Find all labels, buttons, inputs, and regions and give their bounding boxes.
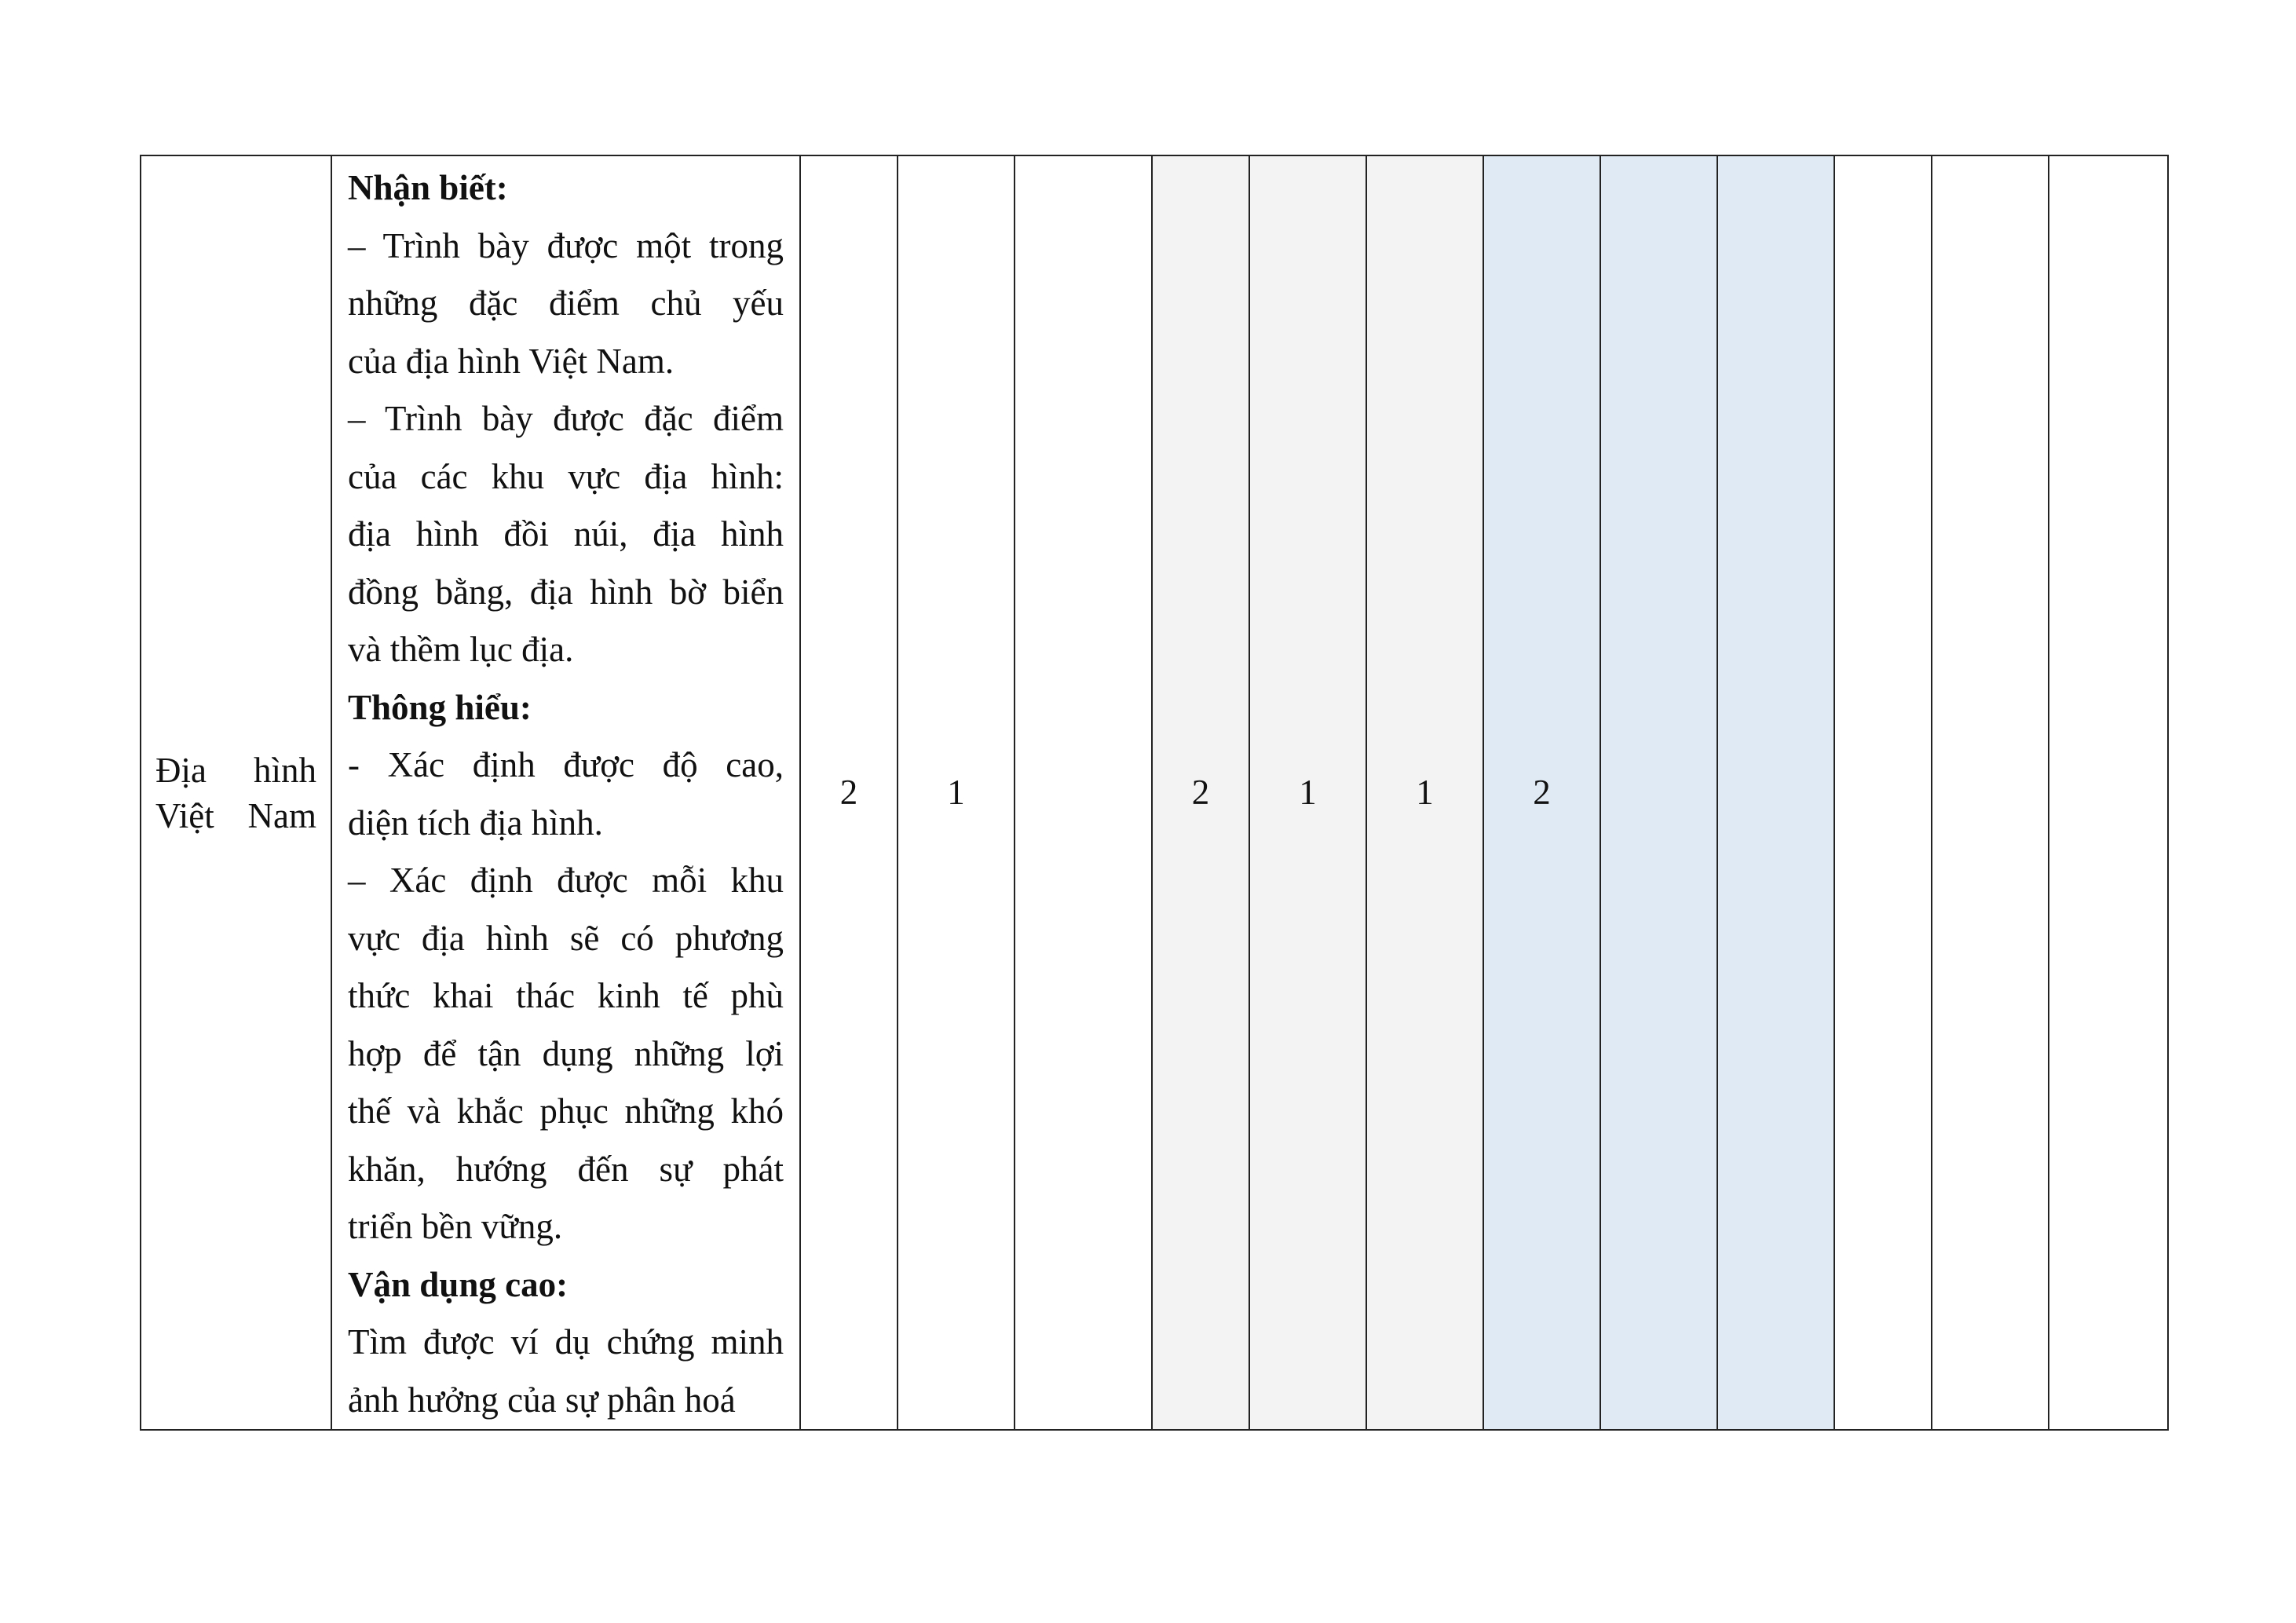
content-line: đồng bằng, địa hình bờ biển (348, 572, 784, 612)
document-page (140, 155, 2167, 1427)
count-cell: 2 (800, 155, 898, 1430)
count-cell: 1 (898, 155, 1015, 1430)
count-cell: 1 (1249, 155, 1366, 1430)
topic-cell: Địa hình Việt Nam (141, 155, 331, 1430)
content-line: triển bền vững. (348, 1207, 563, 1246)
level-heading: Nhận biết: (348, 168, 508, 207)
content-line: – Trình bày được đặc điểm (348, 399, 784, 438)
content-line: - Xác định được độ cao, (348, 745, 784, 784)
count-cell (1717, 155, 1834, 1430)
content-line: – Xác định được mỗi khu (348, 861, 784, 900)
level-heading: Thông hiểu: (348, 687, 532, 727)
content-line: và thềm lục địa. (348, 630, 574, 669)
content-line: của các khu vực địa hình: (348, 456, 784, 496)
count-cell (2049, 155, 2168, 1430)
level-heading: Vận dụng cao: (348, 1264, 569, 1304)
content-line: Tìm được ví dụ chứng minh (348, 1322, 784, 1362)
count-cell (1600, 155, 1717, 1430)
count-cell: 2 (1483, 155, 1600, 1430)
count-cell: 1 (1366, 155, 1483, 1430)
content-line: thức khai thác kinh tế phù (348, 976, 784, 1015)
content-line: hợp để tận dụng những lợi (348, 1033, 784, 1073)
content-line: diện tích địa hình. (348, 802, 603, 843)
count-cell: 2 (1152, 155, 1249, 1430)
content-line: địa hình đồi núi, địa hình (348, 514, 784, 554)
count-cell (1834, 155, 1932, 1430)
content-cell (331, 155, 800, 1430)
content-line: những đặc điểm chủ yếu (348, 283, 784, 323)
content-line: khăn, hướng đến sự phát (348, 1149, 784, 1189)
count-cell (1932, 155, 2049, 1430)
matrix-table (140, 155, 2169, 1431)
content-line: – Trình bày được một trong (348, 225, 784, 265)
content-line: của địa hình Việt Nam. (348, 341, 675, 381)
count-cell (1015, 155, 1152, 1430)
content-line: thế và khắc phục những khó (348, 1091, 784, 1131)
content-line: ảnh hưởng của sự phân hoá (348, 1380, 736, 1420)
content-line: vực địa hình sẽ có phương (348, 918, 784, 958)
table-row (141, 155, 2168, 1430)
